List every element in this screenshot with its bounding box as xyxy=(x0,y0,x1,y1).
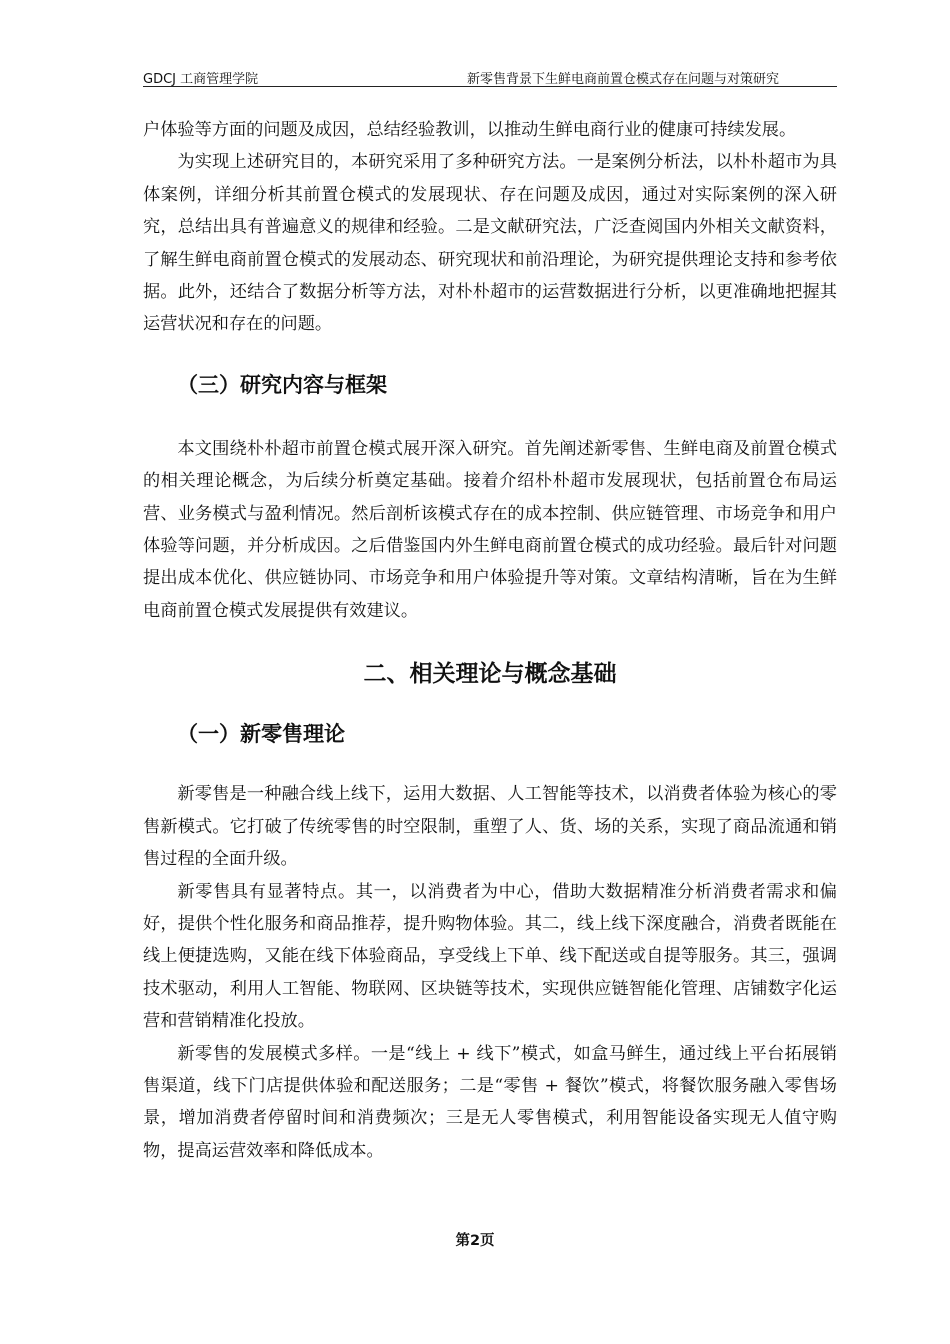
paragraph-continuation: 户体验等方面的问题及成因，总结经验教训，以推动生鲜电商行业的健康可持续发展。 xyxy=(143,120,797,140)
section-heading-research-content: （三）研究内容与框架 xyxy=(177,372,387,397)
chapter-heading-theory: 二、相关理论与概念基础 xyxy=(363,661,617,688)
page-number: 第2页 xyxy=(455,1233,495,1249)
header-paper-title: 新零售背景下生鲜电商前置仓模式存在问题与对策研究 xyxy=(466,72,779,87)
paragraph-research-framework: 本文围绕朴朴超市前置仓模式展开深入研究。首先阐述新零售、生鲜电商及前置仓模式的相关理论概念，为后续分析奠定基础。接着介绍朴朴超市发展现状，包括前置仓布局运营、业务模式与盈利情况。然后剖析该模式存在的成本控制、供应链管理、市场竞争和用户体验等问题，并分析成因。之后借鉴国内外生鲜电商前置仓模式的成功经验。最后针对问题提出成本优化、供应链协同、市场竞争和用户体验提升等对策。文章结构清晰，旨在为生鲜电商前置仓模式发展提供有效建议。 xyxy=(143,438,837,621)
section-heading-new-retail: （一）新零售理论 xyxy=(177,722,345,747)
paragraph-research-methods: 为实现上述研究目的，本研究采用了多种研究方法。一是案例分析法，以朴朴超市为具体案例，详细分析其前置仓模式的发展现状、存在问题及成因，通过对实际案例的深入研究，总结出具有普遍意义的规律和经验。二是文献研究法，广泛查阅国内外相关文献资料，了解生鲜电商前置仓模式的发展动态、研究现状和前沿理论，为研究提供理论支持和参考依据。此外，还结合了数据分析等方法，对朴朴超市的运营数据进行分析，以更准确地把握其运营状况和存在的问题。 xyxy=(143,152,837,335)
header-institution: GDCJ 工商管理学院 xyxy=(143,72,259,87)
paragraph-new-retail-features: 新零售具有显著特点。其一，以消费者为中心，借助大数据精准分析消费者需求和偏好，提供个性化服务和商品推荐，提升购物体验。其二，线上线下深度融合，消费者既能在线上便捷选购，又能在线下体验商品，享受线上下单、线下配送或自提等服务。其三，强调技术驱动，利用人工智能、物联网、区块链等技术，实现供应链智能化管理、店铺数字化运营和营销精准化投放。 xyxy=(143,881,837,1032)
paragraph-new-retail-definition: 新零售是一种融合线上线下，运用大数据、人工智能等技术，以消费者体验为核心的零售新模式。它打破了传统零售的时空限制，重塑了人、货、场的关系，实现了商品流通和销售过程的全面升级。 xyxy=(143,784,837,870)
page-content xyxy=(143,114,837,1167)
paragraph-new-retail-models: 新零售的发展模式多样。一是“线上 + 线下”模式，如盒马鲜生，通过线上平台拓展销售渠道，线下门店提供体验和配送服务；二是“零售 + 餐饮”模式，将餐饮服务融入零售场景，增加消费者停留时间和消费频次；三是无人零售模式，利用智能设备实现无人值守购物，提高运营效率和降低成本。 xyxy=(143,1043,837,1161)
page-header xyxy=(143,66,837,87)
